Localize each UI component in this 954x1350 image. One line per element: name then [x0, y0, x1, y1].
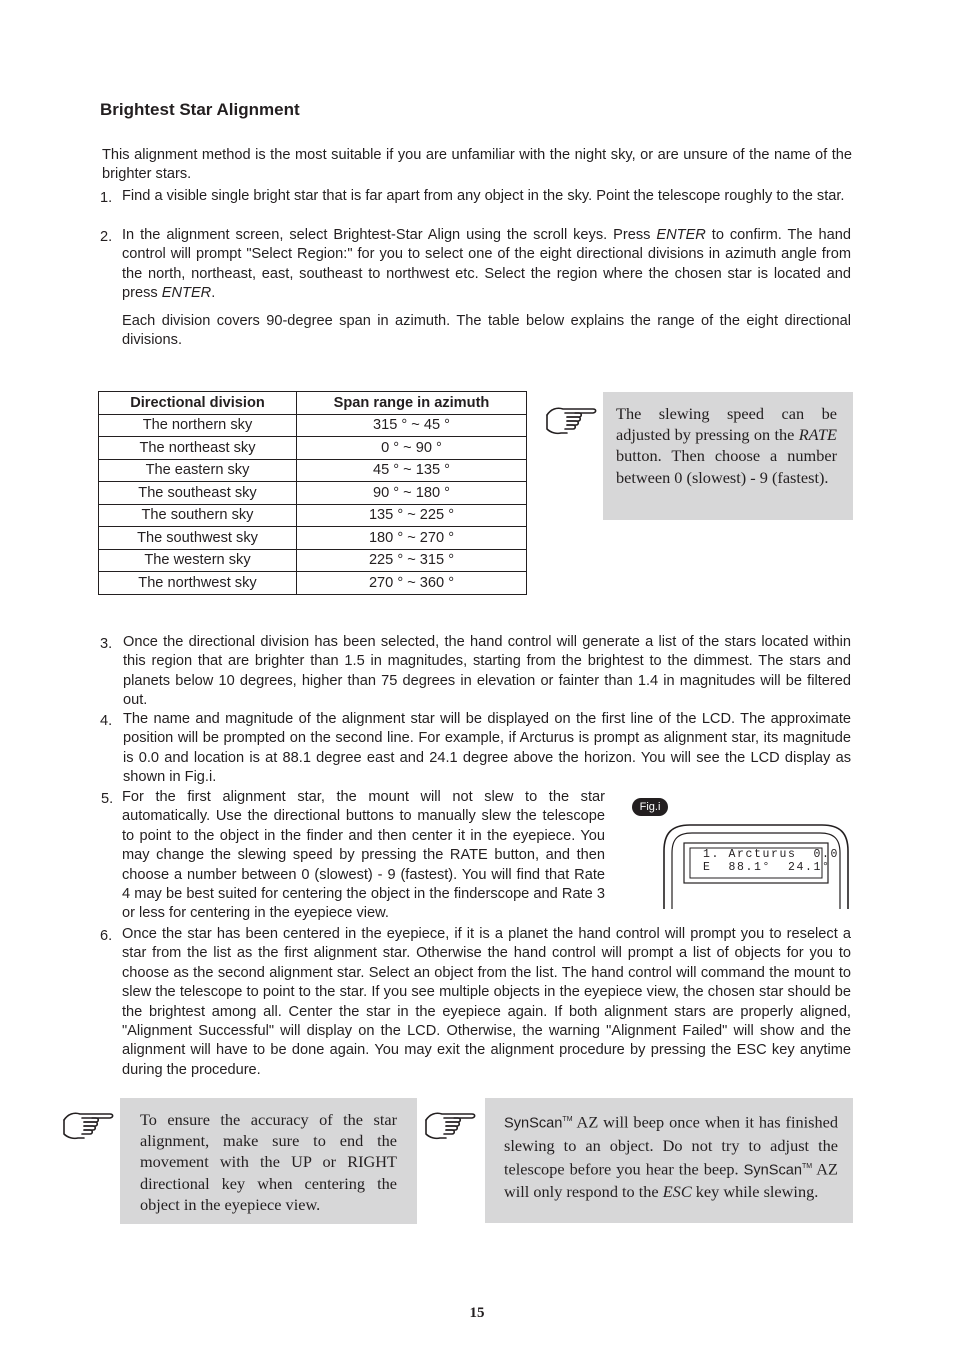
- table-row: [99, 572, 527, 595]
- note-beep: SynScan™ AZ will beep once when it has finished slewing to an object. Do not try to adjust the telescope before you hear the beep. SynScan™ AZ will only respond to the ESC key while slewing.: [485, 1098, 853, 1223]
- lcd-line-2: E 88.1° 24.1°: [703, 861, 831, 874]
- step-2-extra: Each division covers 90-degree span in azimuth. The table below explains the range of the eight directional divisions.: [122, 313, 851, 349]
- table-cell: The western sky: [99, 549, 297, 572]
- directional-division-table: [98, 391, 527, 595]
- step-2-text: In the alignment screen, select Brightest-Star Align using the scroll keys. Press ENTER to confirm. The hand control will prompt "Select Region:" for you to select one of the eight directional divisions in azimuth angle from the north, northeast, east, southeast to northwest etc. Select the region where the chosen star is located and press ENTER.: [122, 227, 851, 302]
- table-cell: 45 ° ~ 135 °: [297, 459, 527, 482]
- pointing-hand-icon: [62, 1108, 116, 1142]
- table-cell: The southwest sky: [99, 527, 297, 550]
- table-cell: The southern sky: [99, 504, 297, 527]
- table-row: [99, 482, 527, 505]
- table-row: [99, 437, 527, 460]
- table-cell: 90 ° ~ 180 °: [297, 482, 527, 505]
- table-cell: 0 ° ~ 90 °: [297, 437, 527, 460]
- step-1-number: 1.: [100, 190, 113, 206]
- table-cell: The northwest sky: [99, 572, 297, 595]
- table-cell: 270 ° ~ 360 °: [297, 572, 527, 595]
- step-3-number: 3.: [100, 636, 113, 652]
- table-row: [99, 504, 527, 527]
- table-cell: 225 ° ~ 315 °: [297, 549, 527, 572]
- table-cell: The northeast sky: [99, 437, 297, 460]
- step-1-text: Find a visible single bright star that is far apart from any object in the sky. Point the telescope roughly to the star.: [122, 188, 845, 204]
- note-rate: The slewing speed can be adjusted by pressing on the RATE button. Then choose a number between 0 (slowest) - 9 (fastest).: [603, 392, 853, 520]
- step-6-text: Once the star has been centered in the eyepiece, if it is a planet the hand control will prompt you to reselect a star from the list as the first alignment star. Otherwise the hand control will prompt a list of objects for you to choose as the second alignment star. Select an object from the list. The hand control will command the mount to slew the telescope to point to the star. If you see multiple objects in the eyepiece view, the chosen star should be the brightest among all. Center the star in the eyepiece again. If both alignment stars are properly aligned, "Alignment Successful" will display on the LCD. Otherwise, the warning "Alignment Failed" will show and the alignment will have to be done again. You may exit the alignment procedure by pressing the ESC key anytime during the procedure.: [122, 926, 851, 1078]
- table-row: [99, 549, 527, 572]
- table-cell: The southeast sky: [99, 482, 297, 505]
- table-header: Span range in azimuth: [297, 392, 527, 415]
- table-row: [99, 459, 527, 482]
- table-header: Directional division: [99, 392, 297, 415]
- table-row: [99, 414, 527, 437]
- intro-paragraph: This alignment method is the most suitable if you are unfamiliar with the night sky, or are unsure of the name of the brighter stars.: [102, 147, 852, 183]
- table-header-row: [99, 392, 527, 415]
- page-number: 15: [469, 1305, 485, 1321]
- section-title: Brightest Star Alignment: [100, 100, 300, 119]
- step-5-number: 5.: [101, 791, 114, 807]
- step-4-number: 4.: [100, 713, 113, 729]
- pointing-hand-icon: [545, 403, 599, 437]
- step-3-text: Once the directional division has been selected, the hand control will generate a list of the stars located within this region that are brighter than 1.5 in magnitudes, starting from the brightest to the dimmest. The stars and planets below 10 degrees, higher than 75 degrees in elevation or fainter than 1.4 in magnitudes will be filtered out.: [123, 634, 851, 709]
- table-cell: The eastern sky: [99, 459, 297, 482]
- table-cell: 315 ° ~ 45 °: [297, 414, 527, 437]
- step-5-text: For the first alignment star, the mount will not slew to the star automatically. Use the directional buttons to manually slew the telescope to point to the object in the finder and then center it in the eyepiece. You may change the slewing speed by pressing the RATE button, and then choose a number between 0 (slowest) - 9 (fastest). You will find that Rate 4 may be best suited for centering the object in the finderscope and Rate 3 or less for centering in the eyepiece view.: [122, 789, 605, 922]
- step-2-number: 2.: [100, 229, 113, 245]
- lcd-line-1: 1. Arcturus 0.0: [703, 848, 840, 861]
- step-6-number: 6.: [100, 928, 113, 944]
- table-cell: The northern sky: [99, 414, 297, 437]
- table-row: [99, 527, 527, 550]
- table-cell: 135 ° ~ 225 °: [297, 504, 527, 527]
- pointing-hand-icon: [424, 1108, 478, 1142]
- table-cell: 180 ° ~ 270 °: [297, 527, 527, 550]
- note-accuracy: To ensure the accuracy of the star alignment, make sure to end the movement with the UP or RIGHT directional key when centering the object in the eyepiece view.: [120, 1098, 417, 1224]
- step-4-text: The name and magnitude of the alignment star will be displayed on the first line of the LCD. The approximate position will be prompted on the second line. For example, if Arcturus is prompt as alignment star, its magnitude is 0.0 and location is at 88.1 degree east and 24.1 degree above the horizon. You will see the LCD display as shown in Fig.i.: [123, 711, 851, 786]
- figure-tag: Fig.i: [632, 798, 668, 816]
